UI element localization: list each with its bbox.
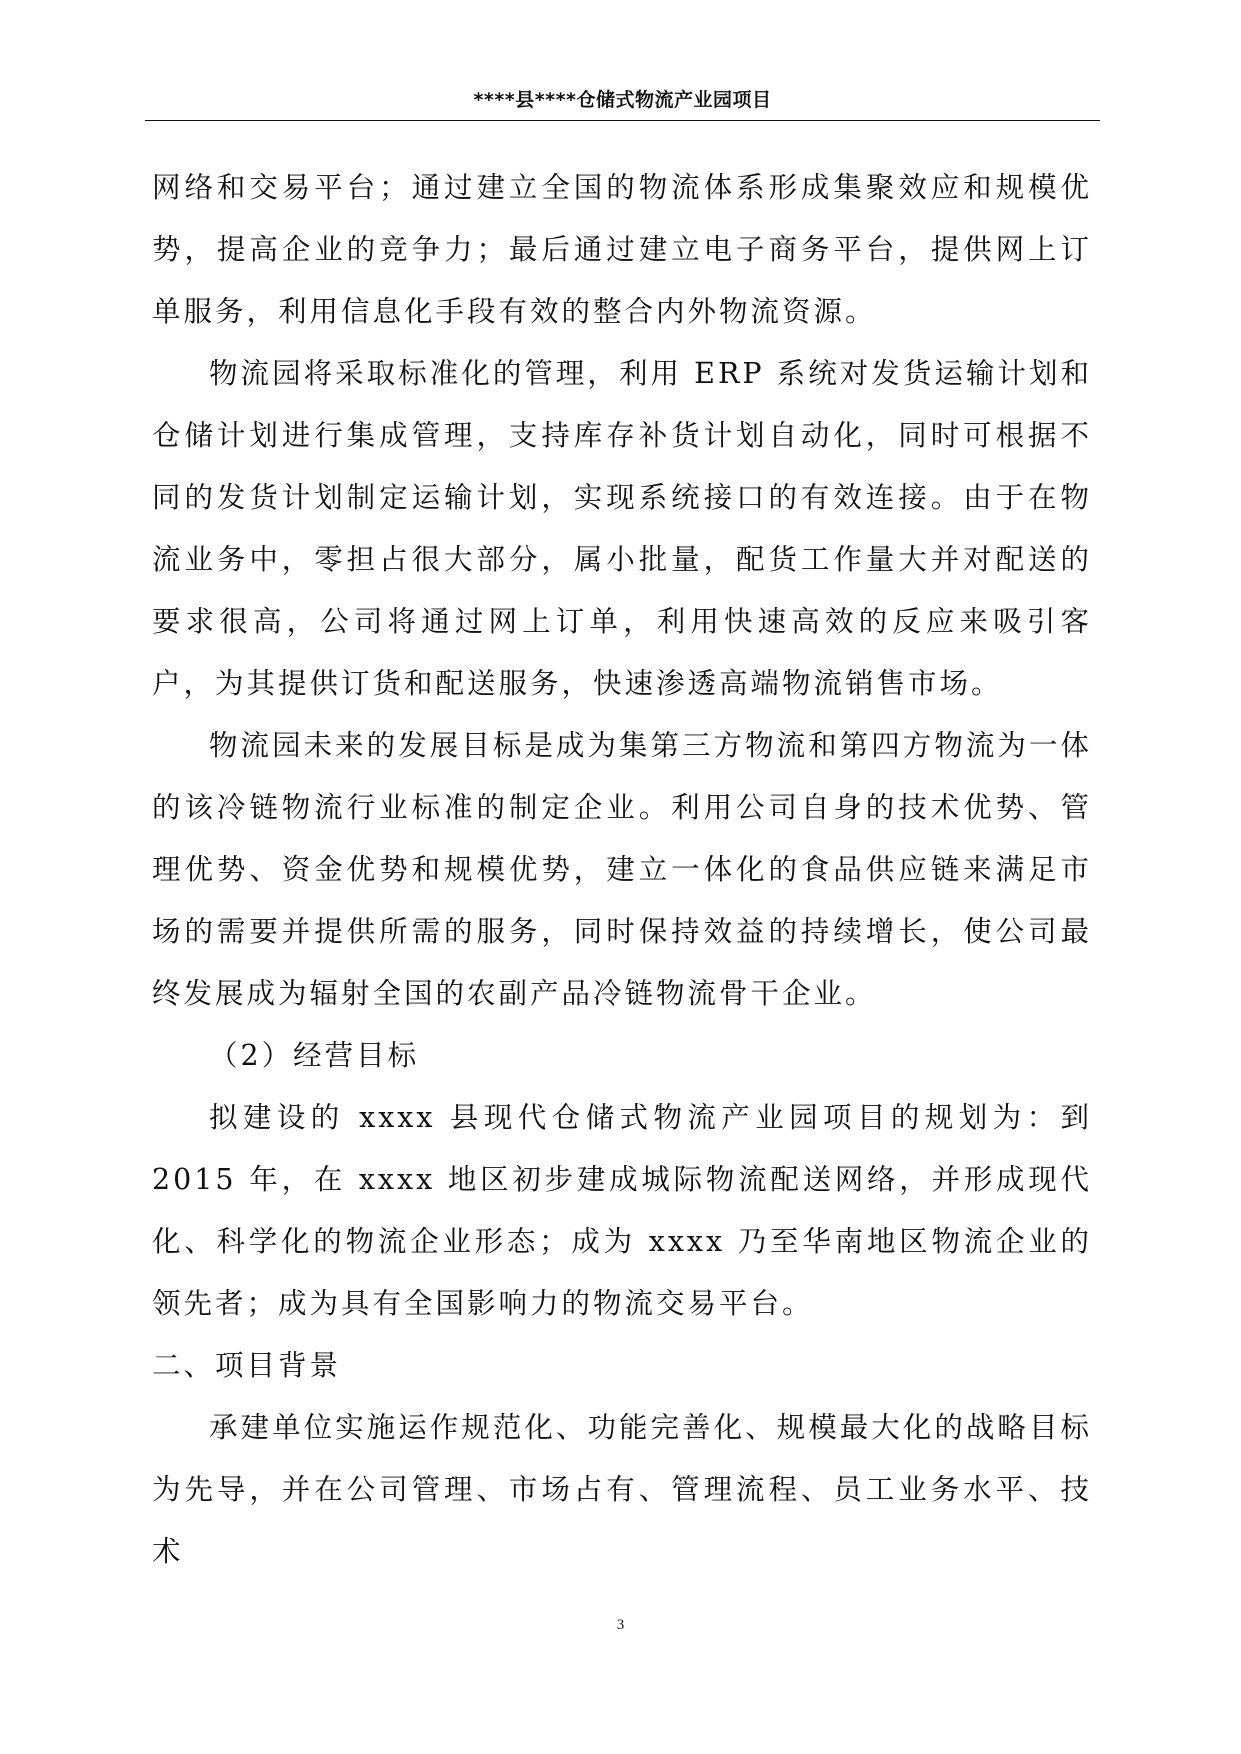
paragraph-network-platform: 网络和交易平台；通过建立全国的物流体系形成集聚效应和规模优势，提高企业的竞争力；最后通过建立电子商务平台，提供网上订单服务，利用信息化手段有效的整合内外物流资源。 [152,171,1092,328]
section-heading-project-background: 二、项目背景 [152,1349,342,1382]
page-header-title: ****县****仓储式物流产业园项目 [473,89,772,111]
paragraph-development-goal: 物流园未来的发展目标是成为集第三方物流和第四方物流为一体的该冷链物流行业标准的制定企业。利用公司自身的技术优势、管理优势、资金优势和规模优势，建立一体化的食品供应链来满足市场的需要并提供所需的服务，同时保持效益的持续增长，使公司最终发展成为辐射全国的农副产品冷链物流骨干企业。 [152,729,1092,1010]
document-body [152,157,1092,1583]
paragraph-construction-unit: 承建单位实施运作规范化、功能完善化、规模最大化的战略目标为先导，并在公司管理、市场占有、管理流程、员工业务水平、技术 [152,1411,1092,1568]
header-divider [145,120,1100,121]
page-number: 3 [616,1617,625,1633]
paragraph-planning-2015: 拟建设的 xxxx 县现代仓储式物流产业园项目的规划为：到 2015 年，在 xxxx 地区初步建成城际物流配送网络，并形成现代化、科学化的物流企业形态；成为 xxxx 乃至华南地区物流企业的领先者；成为具有全国影响力的物流交易平台。 [152,1101,1092,1320]
section-heading-business-goal: （2）经营目标 [209,1039,420,1072]
paragraph-standardized-management: 物流园将采取标准化的管理，利用 ERP 系统对发货运输计划和仓储计划进行集成管理，支持库存补货计划自动化，同时可根据不同的发货计划制定运输计划，实现系统接口的有效连接。由于在物流业务中，零担占很大部分，属小批量，配货工作量大并对配送的要求很高，公司将通过网上订单，利用快速高效的反应来吸引客户，为其提供订货和配送服务，快速渗透高端物流销售市场。 [152,357,1092,700]
